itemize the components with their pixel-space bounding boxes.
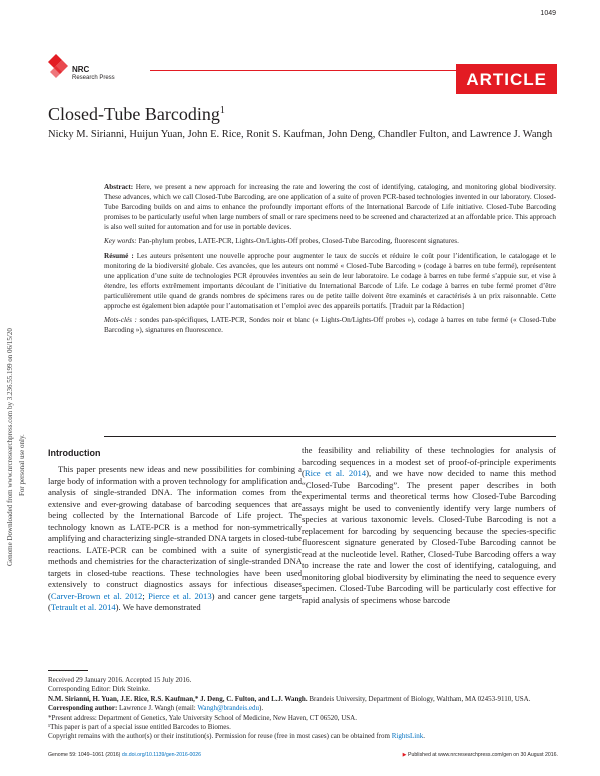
citation-link[interactable]: Pierce et al. 2013	[148, 590, 212, 601]
citation-link[interactable]: Carver-Brown et al. 2012	[50, 590, 143, 601]
intro-right-column: the feasibility and reliability of these technologies for analysis of barcoding sequences in a modest set of proof-of-principle experiments (Rice et al. 2014), and we have now decided to name this method “Closed-Tube Barcoding”. The present paper describes in both experimental terms and theoretical terms how Closed-Tube Barcoding assays might be used to conveniently identify very large numbers of species at various taxonomic levels. Closed-Tube Barcoding is not a replacement for barcoding by sequencing because the species-specific fluorescent signature generated by Closed-Tube Barcoding cannot be read at the nucleotide level. Rather, Closed-Tube Barcoding offers a way to increase the rate and lower the cost of identifying, cataloguing, and monitoring global biodiversity by eliminating the need to sequence every specimen. Closed-Tube Barcoding will be particularly cost effective for rapid analysis of specimens whose barcode	[302, 445, 556, 605]
nrc-logo-icon	[48, 52, 70, 82]
keywords-text: Pan-phylum probes, LATE-PCR, Lights-On/Lights-Off probes, Closed-Tube Barcoding, fluorescent signatures.	[136, 237, 459, 246]
abstract-section	[104, 182, 556, 339]
abstract-text: Here, we present a new approach for increasing the rate and lowering the cost of identifying, cataloging, and monitoring global biodiversity. These advances, which we call Closed-Tube Barcoding, are one application of a suite of proven PCR-based technologies invented in our laboratory. Closed-Tube Barcoding builds on and aims to enhance the profoundly important efforts of the International Barcode of Life initiative. Closed-Tube Barcoding promises to be particularly useful when large numbers of small or rare specimens need to be screened and characterized at an affordable price. This approach is also well suited for automation and for use in portable devices.	[104, 183, 556, 232]
doi-link[interactable]: dx.doi.org/10.1139/gen-2016-0026	[121, 752, 202, 758]
affiliations: N.M. Sirianni, H. Yuan, J.E. Rice, R.S. Kaufman,* J. Deng, C. Fulton, and L.J. Wangh. Brandeis University, Department of Biology, Waltham, MA 02453-9110, USA.	[48, 694, 531, 703]
citation-link[interactable]: Tetrault et al. 2014	[50, 602, 116, 612]
arrow-icon: ▶	[402, 752, 407, 758]
title-footnote-marker[interactable]: 1	[219, 105, 225, 116]
resume-paragraph	[104, 251, 556, 312]
intro-left-column: This paper presents new ideas and new possibilities for combining a large body of information with a proven technology for amplification and analysis of single-stranded DNA. The information comes from the extensive and ever-growing database of barcoding sequences that are being collected by the International Barcode of Life project. The technology known as LATE-PCR is a method for non-symmetrically amplifying and characterizing single-stranded DNA targets in closed-tube reactions. LATE-PCR can be combined with a suite of synergistic methods and chemistries for the characterization of single-stranded DNA targets in closed-tube reactions. These technologies have been used extensively to construct diagnostics assays for infectious diseases (Carver-Brown et al. 2012; Pierce et al. 2013) and cancer gene targets (Tetrault et al. 2014). We have demonstrated	[48, 464, 302, 612]
keywords-paragraph	[104, 236, 556, 246]
article-header-bar	[150, 64, 557, 98]
page-number: 1049	[540, 10, 556, 17]
abstract-label: Abstract:	[104, 183, 134, 191]
nrc-logo-text: NRC Research Press	[72, 65, 115, 81]
footnotes	[48, 676, 558, 742]
download-watermark-line2: For personal use only.	[18, 434, 26, 496]
page-footer	[48, 752, 558, 758]
download-watermark-line1: Genome Downloaded from www.nrcresearchpress.com by 3.236.55.199 on 06/15/20	[6, 328, 14, 566]
article-title: Closed-Tube Barcoding$^1$	[48, 104, 225, 124]
nrc-logo[interactable]	[48, 52, 138, 86]
article-type-tag: ARTICLE	[456, 64, 557, 94]
motscles-text: sondes pan-spécifiques, LATE-PCR, Sondes noir et blanc (« Lights-On/Lights-Off probes »), codage à barres en tube fermé (« Closed-Tube Barcoding »), signatures en fluorescence.	[104, 316, 556, 335]
motscles-paragraph	[104, 315, 556, 335]
present-address: *Present address: Department of Genetics, Yale University School of Medicine, New Haven, CT 06520, USA.	[48, 713, 357, 722]
download-watermark	[4, 196, 48, 566]
copyright-note: Copyright remains with the author(s) or their institution(s). Permission for reuse (free in most cases) can be obtained from RightsLink.	[48, 732, 425, 741]
corresponding-editor: Corresponding Editor: Dirk Steinke.	[48, 685, 150, 694]
introduction-heading: Introduction	[48, 448, 101, 458]
motscles-label: Mots-clés :	[104, 316, 137, 325]
corresponding-author: Corresponding author: Lawrence J. Wangh (email: Wangh@brandeis.edu).	[48, 704, 264, 713]
received-dates: Received 29 January 2016. Accepted 15 July 2016.	[48, 676, 192, 684]
publication-info: ▶ Published at www.nrcresearchpress.com/gen on 30 August 2016.	[402, 752, 558, 758]
abstract-paragraph	[104, 182, 556, 232]
journal-citation: Genome 59: 1049–1061 (2016)	[48, 752, 122, 758]
special-issue-note: ¹This paper is part of a special issue entitled Barcodes to Biomes.	[48, 723, 231, 732]
footnote-divider	[48, 670, 88, 671]
abstract-divider	[104, 436, 556, 437]
author-list: Nicky M. Sirianni, Huijun Yuan, John E. Rice, Ronit S. Kaufman, John Deng, Chandler Fulton, and Lawrence J. Wangh	[48, 129, 553, 140]
keywords-label: Key words:	[104, 237, 137, 246]
rightslink-link[interactable]: RightsLink	[391, 732, 424, 741]
citation-link[interactable]: Rice et al. 2014	[304, 468, 367, 478]
resume-text: Les auteurs présentent une nouvelle approche pour augmenter le taux de succès et réduire le coût pour l’identification, le catalogage et le monitoring de la biodiversité globale. Ces avancées, que les auteurs ont nommé « Closed-Tube Barcoding » (codage à barres en tube fermé), représentent une application d’une suite de technologies PCR éprouvées inventées au sein de leur laboratoire. Le codage à barres en tube fermé s’appuie sur, et vise à étendre, les efforts extrêmement importants découlant de l’initiative du International Barcode of Life. Le codage à barres en tube fermé promet d’être particulièrement utile quand de grands nombres de spécimens rares ou de petite taille doivent être examinés et caractérisés à un prix raisonnable. Cette approche est également bien adaptée pour l’automatisation et l’emploi avec des appareils portatifs. [Traduit par la Rédaction]	[104, 251, 556, 311]
author-email-link[interactable]: Wangh@brandeis.edu	[197, 704, 260, 713]
resume-label: Résumé :	[104, 251, 134, 260]
